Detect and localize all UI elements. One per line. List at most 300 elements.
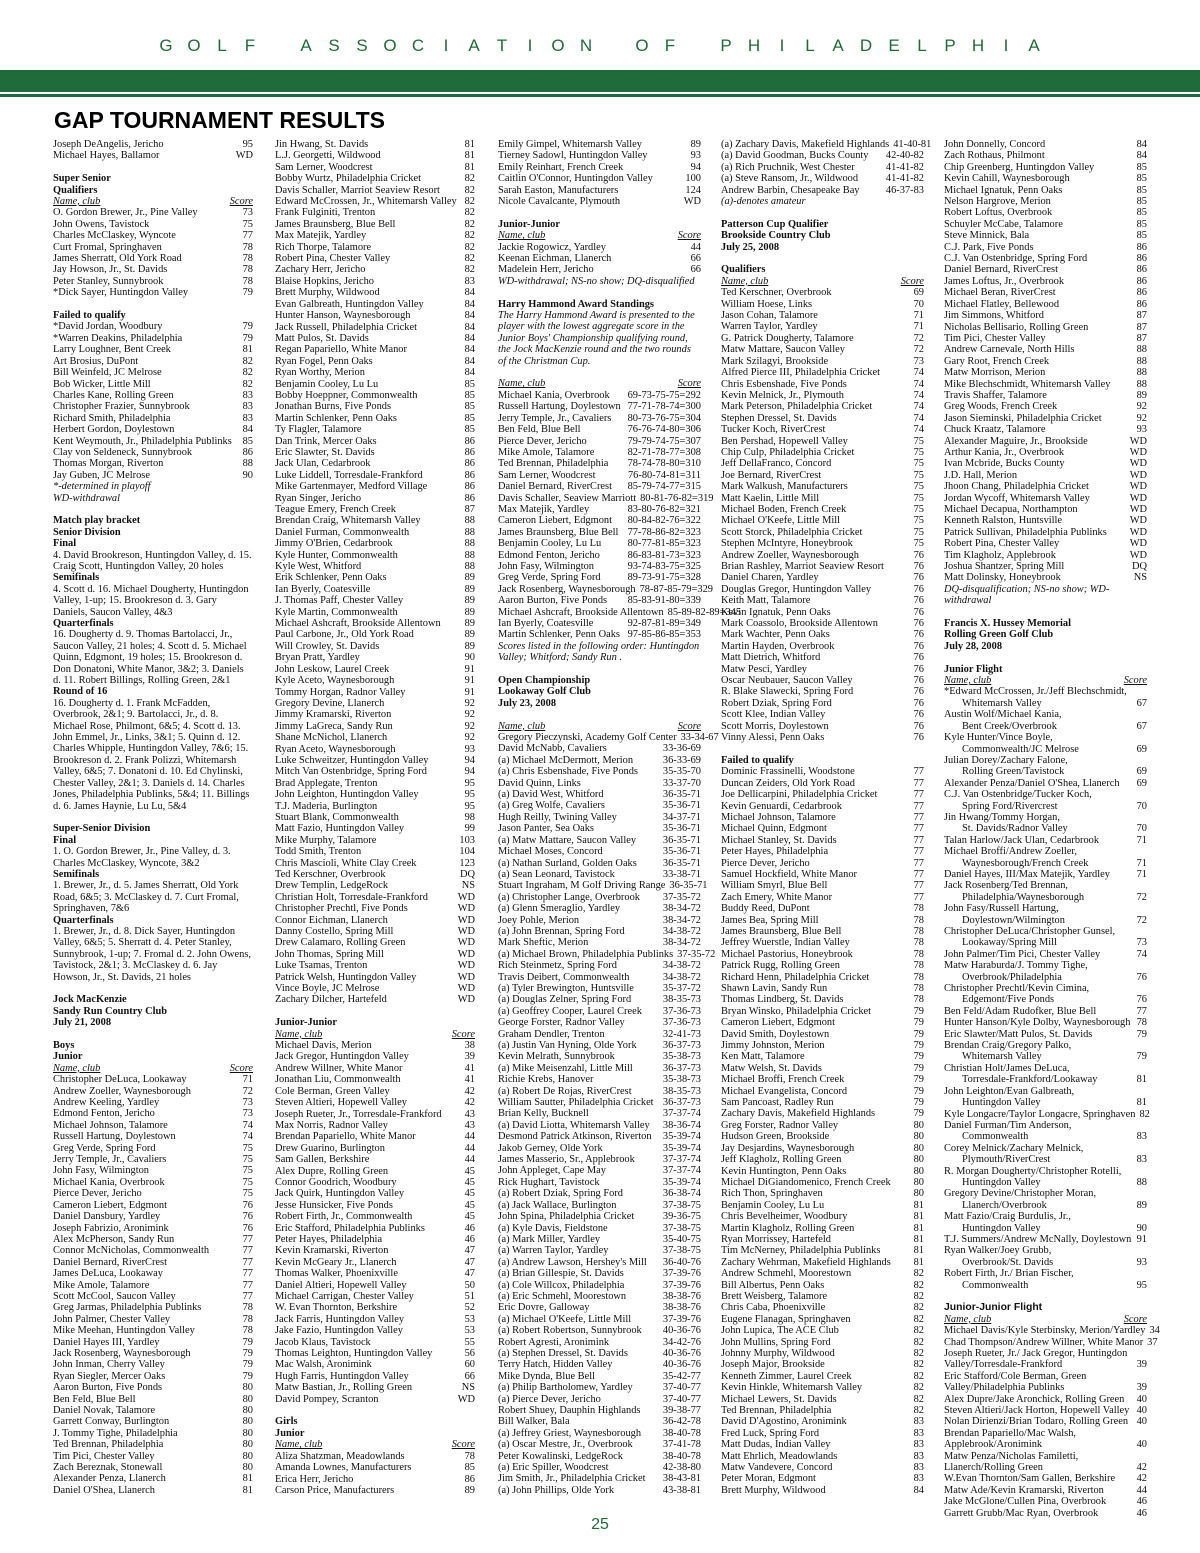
player-name-club: Schuyler McCabe, Talamore bbox=[944, 218, 1063, 230]
result-row bbox=[944, 709, 1147, 720]
score: 71 bbox=[1136, 834, 1147, 846]
player-name-club: Charles McClaskey, Wyncote bbox=[53, 230, 176, 242]
player-name-club: Waynesborough/French Creek bbox=[962, 857, 1089, 869]
result-row bbox=[275, 1314, 475, 1325]
score: 71 bbox=[1136, 857, 1147, 869]
player-name-club: John Palmer/Tim Pici, Chester Valley bbox=[944, 948, 1101, 960]
spacer bbox=[944, 1291, 1147, 1302]
player-name-club: Scott McCool, Saucon Valley bbox=[53, 1290, 176, 1302]
player-name-club: Jason Sieminski, Philadelphia Cricket bbox=[944, 412, 1102, 424]
score: 83 bbox=[913, 1462, 924, 1474]
result-row bbox=[721, 1063, 924, 1074]
player-name-club: Chris Bevelheimer, Woodbury bbox=[721, 1211, 848, 1223]
results-column-3 bbox=[498, 139, 742, 1496]
result-row bbox=[944, 1108, 1150, 1120]
player-name-club: (a) John Brennan, Spring Ford bbox=[498, 925, 625, 937]
player-name-club: John Leighton/Evan Galbreath, bbox=[944, 1085, 1075, 1097]
player-name-club: Robert Shuey, Dauphin Highlands bbox=[498, 1405, 641, 1417]
result-row bbox=[53, 1268, 253, 1279]
player-name-club: Graham Dendler, Trenton bbox=[498, 1028, 605, 1040]
result-row bbox=[498, 926, 701, 937]
player-name-club: Mike Gartenmayer, Medford Village bbox=[275, 481, 428, 493]
player-name-club: Greg Jarmas, Philadelphia Publinks bbox=[53, 1302, 202, 1314]
player-name-club: Charles Kane, Rolling Green bbox=[53, 389, 174, 401]
score: 38-40-78 bbox=[662, 1427, 701, 1439]
result-row bbox=[275, 960, 475, 971]
score: 53 bbox=[464, 1313, 475, 1325]
player-name-club: (a) Sean Leonard, Tavistock bbox=[498, 868, 615, 880]
player-name-club: Nicholas Bellisario, Rolling Green bbox=[944, 321, 1089, 333]
score: 83 bbox=[1136, 1131, 1147, 1143]
score: 81 bbox=[913, 1211, 924, 1223]
player-name-club: David Smith, Doylestown bbox=[721, 1028, 830, 1040]
score: 77 bbox=[913, 880, 924, 892]
result-row bbox=[498, 1017, 701, 1028]
player-name-club: Ryan Worthy, Merion bbox=[275, 367, 365, 379]
result-row bbox=[944, 778, 1147, 789]
player-name-club: Rich Thorpe, Talamore bbox=[275, 241, 372, 253]
result-row bbox=[53, 1257, 253, 1268]
player-name-club: Blaise Hopkins, Jericho bbox=[275, 275, 374, 287]
player-name-club: Ryan Aceto, Waynesborough bbox=[275, 743, 396, 755]
player-name-club: Matw Welsh, St. Davids bbox=[721, 1062, 822, 1074]
match-results-paragraph: 1. O. Gordon Brewer, Jr., Pine Valley, d. 3. Charles McClaskey, Wyncote, 3&2 bbox=[53, 846, 231, 869]
result-row bbox=[53, 1211, 253, 1222]
player-name-club: Ted Brennan, Philadelphia bbox=[498, 458, 609, 470]
result-row bbox=[498, 1473, 701, 1484]
player-name-club: Benjamin Cooley, Lu Lu bbox=[721, 1199, 825, 1211]
result-row bbox=[275, 1359, 475, 1370]
result-row bbox=[498, 550, 701, 561]
section-heading: Failed to qualify bbox=[53, 310, 126, 322]
player-name-club: Tucker Koch, RiverCrest bbox=[721, 424, 826, 436]
result-row bbox=[944, 242, 1147, 253]
result-row bbox=[721, 926, 924, 937]
player-name-club: Valley/Torresdale-Frankford bbox=[944, 1359, 1063, 1371]
score-header: Score bbox=[229, 196, 253, 208]
result-row bbox=[721, 538, 924, 549]
player-name-club: Lookaway/Spring Mill bbox=[962, 937, 1057, 949]
result-row bbox=[498, 1006, 701, 1017]
player-name-club: Jack Rosenberg/Ted Brennan, bbox=[944, 880, 1069, 892]
player-name-club: Eric Stafford/Cole Berman, Green bbox=[944, 1370, 1087, 1382]
section-heading: Harry Hammond Award Standings bbox=[498, 298, 654, 310]
player-name-club: (a) Steve Ransom, Jr., Wildwood bbox=[721, 173, 859, 185]
result-row bbox=[944, 470, 1147, 481]
player-name-club: Nolan Dirienzi/Brian Todaro, Rolling Green bbox=[944, 1416, 1129, 1428]
player-name-club: Scott Storck, Philadelphia Cricket bbox=[721, 526, 863, 538]
result-row bbox=[498, 800, 701, 811]
result-row bbox=[944, 1166, 1147, 1177]
score: 79 bbox=[913, 1017, 924, 1029]
score: 38-34-72 bbox=[662, 903, 701, 915]
score: 76 bbox=[913, 675, 924, 687]
score: 83 bbox=[1136, 1154, 1147, 1166]
score: 33-34-67 bbox=[680, 732, 719, 744]
score: 69 bbox=[1136, 766, 1147, 778]
score: 85 bbox=[1136, 207, 1147, 219]
result-row bbox=[721, 1462, 924, 1473]
result-row bbox=[275, 675, 475, 686]
player-name-club: Kyle Longacre/Taylor Longacre, Springhaven bbox=[944, 1108, 1136, 1120]
score: 85 bbox=[464, 401, 475, 413]
result-row bbox=[721, 960, 924, 971]
score: 77 bbox=[913, 777, 924, 789]
result-row bbox=[275, 994, 475, 1005]
player-name-club: Art Brosius, DuPont bbox=[53, 355, 139, 367]
player-name-club: Connor McNicholas, Commonwealth bbox=[53, 1245, 210, 1257]
result-row bbox=[944, 835, 1147, 846]
result-row bbox=[721, 1200, 924, 1211]
result-row bbox=[498, 572, 701, 583]
player-name-club: Matw Haraburda/J. Tommy Tighe, bbox=[944, 960, 1088, 972]
result-row bbox=[721, 675, 924, 686]
score: 88 bbox=[1136, 378, 1147, 390]
player-name-club: Zachary Herr, Jericho bbox=[275, 264, 366, 276]
result-row bbox=[721, 1268, 924, 1279]
player-name-club: Kevin Hinkle, Whitemarsh Valley bbox=[721, 1382, 863, 1394]
score: 78 bbox=[913, 937, 924, 949]
result-row bbox=[944, 550, 1147, 561]
player-name-club: Matt Kaelin, Little Mill bbox=[721, 492, 820, 504]
player-name-club: (a) Michael McDermott, Merion bbox=[498, 754, 634, 766]
result-row bbox=[721, 139, 932, 150]
column-header-row bbox=[944, 1314, 1147, 1325]
result-row bbox=[275, 1120, 475, 1131]
score bbox=[1143, 926, 1147, 937]
result-row bbox=[721, 1234, 924, 1245]
player-name-club: Commonwealth bbox=[962, 1279, 1029, 1291]
spacer bbox=[498, 709, 701, 720]
score: 86 bbox=[464, 446, 475, 458]
score: 92 bbox=[464, 697, 475, 709]
score: 82-71-78-77=308 bbox=[627, 446, 701, 458]
player-name-club: Todd Smith, Trenton bbox=[275, 846, 362, 858]
player-name-club: Desmond Patrick Atkinson, Riverton bbox=[498, 1131, 652, 1143]
score: WD bbox=[457, 994, 475, 1006]
player-name-club: Jordan Wycoff, Whitemarsh Valley bbox=[944, 492, 1090, 504]
score bbox=[1143, 960, 1147, 971]
score: 85 bbox=[464, 389, 475, 401]
score: 72 bbox=[242, 1085, 253, 1097]
player-name-club: *Dick Sayer, Huntingdon Valley bbox=[53, 287, 189, 299]
score: 84 bbox=[464, 287, 475, 299]
score: 80 bbox=[242, 1382, 253, 1394]
player-name-club: Michael Carrigan, Chester Valley bbox=[275, 1291, 414, 1303]
section-heading: Patterson Cup Qualifier bbox=[721, 218, 829, 230]
player-name-club: Garrett Grubb/Mac Ryan, Overbrook bbox=[944, 1507, 1099, 1519]
result-row bbox=[498, 1314, 701, 1325]
player-name-club: Greg Woods, French Creek bbox=[944, 401, 1058, 413]
section-heading: Semifinals bbox=[53, 572, 100, 584]
column-header-row bbox=[498, 230, 701, 241]
score: 81 bbox=[464, 150, 475, 162]
player-name-club: Pierce Dever, Jericho bbox=[498, 435, 587, 447]
player-name-club: John Palmer, Chester Valley bbox=[53, 1313, 171, 1325]
player-name-club: Drew Guarino, Burlington bbox=[275, 1142, 385, 1154]
player-name-club: Michael Evangelista, Concord bbox=[721, 1085, 848, 1097]
result-row bbox=[275, 173, 475, 184]
column-header-row bbox=[498, 721, 701, 732]
result-row bbox=[498, 185, 701, 196]
player-name-club: Kevin Kramarski, Riverton bbox=[275, 1245, 389, 1257]
score: 34-38-72 bbox=[662, 960, 701, 972]
player-name-club: Martin Schlenker, Penn Oaks bbox=[275, 412, 397, 424]
result-row bbox=[721, 162, 924, 173]
player-name-club: Richard Henn, Philadelphia Cricket bbox=[721, 971, 870, 983]
player-name-club: W.Evan Thornton/Sam Gallen, Berkshire bbox=[944, 1473, 1116, 1485]
score: 79 bbox=[242, 321, 253, 333]
score: 83 bbox=[913, 1439, 924, 1451]
score: 77 bbox=[913, 834, 924, 846]
result-row bbox=[944, 1143, 1147, 1154]
result-row bbox=[498, 139, 701, 150]
score: 84 bbox=[464, 310, 475, 322]
result-row bbox=[944, 458, 1147, 469]
player-name-club: Alex McPherson, Sandy Run bbox=[53, 1233, 175, 1245]
result-row bbox=[275, 1451, 475, 1462]
player-name-club: Ben Pershad, Hopewell Valley bbox=[721, 435, 848, 447]
result-row bbox=[53, 264, 253, 275]
score: 41-41-82 bbox=[885, 161, 924, 173]
name-club-header: Name, club bbox=[498, 230, 546, 242]
result-row bbox=[53, 1291, 253, 1302]
result-row bbox=[944, 1177, 1147, 1188]
player-name-club: James Sherratt, Old York Road bbox=[53, 253, 182, 265]
results-column-4 bbox=[721, 139, 932, 1496]
result-row bbox=[53, 1245, 253, 1256]
result-row bbox=[721, 846, 924, 857]
result-row bbox=[275, 789, 475, 800]
player-name-club: (a) Cole Willcox, Philadelphia bbox=[498, 1279, 625, 1291]
player-name-club: Jack Gregor, Huntingdon Valley bbox=[275, 1051, 409, 1063]
score bbox=[1143, 1166, 1147, 1177]
score: 40 bbox=[1136, 1439, 1147, 1451]
result-row bbox=[275, 481, 475, 492]
name-club-header: Name, club bbox=[53, 1062, 101, 1074]
result-row bbox=[498, 823, 701, 834]
result-row bbox=[275, 652, 475, 663]
result-row bbox=[275, 880, 475, 891]
result-row bbox=[721, 185, 924, 196]
result-row bbox=[275, 1325, 475, 1336]
score: 36-38-74 bbox=[662, 1188, 701, 1200]
score: 82 bbox=[242, 355, 253, 367]
result-row bbox=[275, 276, 475, 287]
player-name-club: Douglas Gregor, Huntingdon Valley bbox=[721, 583, 872, 595]
score: 82 bbox=[913, 1325, 924, 1337]
player-name-club: Daniel Charen, Yardley bbox=[721, 572, 819, 584]
score bbox=[1143, 1211, 1147, 1222]
result-row bbox=[721, 1154, 924, 1165]
spacer bbox=[53, 504, 253, 515]
score: 76 bbox=[913, 640, 924, 652]
score: 75 bbox=[913, 481, 924, 493]
score: 76 bbox=[913, 572, 924, 584]
result-row bbox=[944, 356, 1147, 367]
score: 82 bbox=[464, 184, 475, 196]
result-row bbox=[944, 413, 1147, 424]
player-name-club: Benjamin Cooley, Lu Lu bbox=[498, 538, 602, 550]
result-row bbox=[721, 1382, 924, 1393]
result-row bbox=[498, 1382, 701, 1393]
result-row bbox=[721, 436, 924, 447]
player-name-club: Brett Murphy, Wildwood bbox=[275, 287, 380, 299]
score: 77 bbox=[913, 868, 924, 880]
score: 80 bbox=[913, 1188, 924, 1200]
result-row bbox=[944, 1496, 1147, 1507]
player-name-club: Bryan Pratt, Yardley bbox=[275, 652, 360, 664]
score: 76 bbox=[242, 1199, 253, 1211]
score: 69-73-75-75=292 bbox=[627, 389, 701, 401]
player-name-club: Kenneth Ralston, Huntsville bbox=[944, 515, 1063, 527]
player-name-club: Tommy Horgan, Radnor Valley bbox=[275, 686, 406, 698]
result-row bbox=[498, 481, 701, 492]
player-name-club: Connor Eichman, Llanerch bbox=[275, 914, 388, 926]
result-row bbox=[275, 207, 475, 218]
result-row bbox=[721, 618, 924, 629]
result-row bbox=[498, 846, 701, 857]
score: 35-38-73 bbox=[662, 1051, 701, 1063]
result-row bbox=[721, 869, 924, 880]
result-row bbox=[721, 1257, 924, 1268]
section-heading: Junior bbox=[53, 1051, 83, 1063]
score: 72 bbox=[913, 332, 924, 344]
player-name-club: Chuck Kraatz, Talamore bbox=[944, 424, 1046, 436]
player-name-club: Thomas Morgan, Riverton bbox=[53, 458, 164, 470]
player-name-club: Jay Desjardins, Waynesborough bbox=[721, 1142, 855, 1154]
player-name-club: Greg Forster, Radnor Valley bbox=[721, 1119, 839, 1131]
results-column-1 bbox=[53, 139, 253, 1496]
result-row bbox=[721, 321, 924, 332]
result-row bbox=[944, 287, 1147, 298]
player-name-club: Zach Bereznak, Stonewall bbox=[53, 1462, 163, 1474]
score bbox=[1143, 1120, 1147, 1131]
player-name-club: Brad Applegate, Trenton bbox=[275, 777, 378, 789]
spacer bbox=[498, 664, 701, 675]
result-row bbox=[944, 755, 1147, 766]
result-row bbox=[944, 538, 1147, 549]
name-club-header: Name, club bbox=[275, 1028, 323, 1040]
result-row bbox=[53, 219, 253, 230]
player-name-club: Kyle Aceto, Waynesborough bbox=[275, 675, 395, 687]
score: 34-38-72 bbox=[662, 971, 701, 983]
score: 47 bbox=[464, 1256, 475, 1268]
result-row bbox=[498, 1051, 701, 1062]
score: 89 bbox=[464, 583, 475, 595]
result-row bbox=[275, 424, 475, 435]
score: 85 bbox=[1136, 218, 1147, 230]
result-row bbox=[53, 287, 253, 298]
score: 83 bbox=[242, 401, 253, 413]
score: 42 bbox=[1136, 1473, 1147, 1485]
player-name-club: (a) Matw Mattare, Saucon Valley bbox=[498, 834, 637, 846]
player-name-club: Brian Kelly, Bucknell bbox=[498, 1108, 589, 1120]
player-name-club: (a) Warren Taylor, Yardley bbox=[498, 1245, 609, 1257]
result-row bbox=[944, 1188, 1147, 1199]
player-name-club: Michael Quinn, Edgmont bbox=[721, 823, 827, 835]
result-row bbox=[721, 1177, 924, 1188]
player-name-club: John Leighton, Huntingdon Valley bbox=[275, 789, 419, 801]
result-row bbox=[721, 1280, 924, 1291]
result-row bbox=[53, 1120, 253, 1131]
result-row bbox=[53, 1485, 253, 1496]
player-name-club: (a) Michael Brown, Philadelphia Publinks bbox=[498, 948, 674, 960]
player-name-club: Mitch Van Ostenbridge, Spring Ford bbox=[275, 766, 427, 778]
result-row bbox=[53, 1302, 253, 1313]
result-row bbox=[721, 915, 924, 926]
player-name-club: Brendan Craig, Whitemarsh Valley bbox=[275, 515, 421, 527]
match-results-paragraph: 16. Dougherty d. 1. Frank McFadden, Overbrook, 2&1; 9. Bartolacci, Jr., d. 8. Michael Rose, Philmont, 6&5; 4. Scott d. 13. John Emmel, Jr., Links, 3&1; 5. Quinn d. 12. Charles Whipple, Huntingdon Valley, 7&6; 15. Brookreson d. 2. Frank Polizzi, Whitemarsh Valley, 6&5; 7. Donatoni d. 10. Ed Chylinski, Chester Valley, 2&1; 3. Daniels d. 14. Charles Jones, Philadelphia Publinks, 5&4; 11. Billings d. 6. James Haynie, Lu Lu, 5&4 bbox=[53, 697, 250, 812]
player-name-club: Brian Rashley, Marriot Seaview Resort bbox=[721, 561, 884, 572]
result-row bbox=[944, 344, 1147, 355]
result-row bbox=[275, 527, 475, 538]
result-row bbox=[944, 1394, 1147, 1405]
player-name-club: Michael Hayes, Ballamor bbox=[53, 150, 160, 162]
player-name-club: Mark Sheftic, Merion bbox=[498, 937, 589, 949]
result-row bbox=[721, 801, 924, 812]
score: 91 bbox=[464, 686, 475, 698]
player-name-club: St. Davids/Radnor Valley bbox=[962, 823, 1068, 835]
player-name-club: Dan Trink, Mercer Oaks bbox=[275, 435, 377, 447]
result-row bbox=[53, 333, 253, 344]
result-row bbox=[275, 470, 475, 481]
column-header-row bbox=[498, 378, 701, 389]
player-name-club: Overbrook/Philadelphia bbox=[962, 971, 1062, 983]
score: 73 bbox=[242, 1108, 253, 1120]
player-name-club: Patrick Sullivan, Philadelphia Publinks bbox=[944, 526, 1107, 538]
result-row bbox=[498, 424, 701, 435]
player-name-club: Garrett Conway, Burlington bbox=[53, 1416, 170, 1428]
result-row bbox=[275, 732, 475, 743]
score: 43 bbox=[464, 1119, 475, 1131]
name-club-header: Name, club bbox=[53, 196, 101, 208]
player-name-club: (a) Brian Gillespie, St. Davids bbox=[498, 1268, 624, 1280]
result-row bbox=[498, 629, 701, 640]
score: 38-35-73 bbox=[662, 994, 701, 1006]
score: 80-84-82-76=322 bbox=[627, 515, 701, 527]
result-row bbox=[944, 1234, 1147, 1245]
score: 45 bbox=[464, 1199, 475, 1211]
score: 83 bbox=[242, 389, 253, 401]
score: 46 bbox=[1136, 1507, 1147, 1519]
score: 40 bbox=[1136, 1405, 1147, 1417]
score bbox=[1143, 686, 1147, 697]
player-name-club: John Fasy, Wilmington bbox=[53, 1165, 149, 1177]
result-row bbox=[944, 823, 1147, 834]
result-row bbox=[721, 1314, 924, 1325]
score: 82 bbox=[913, 1393, 924, 1405]
result-row bbox=[721, 1416, 924, 1427]
player-name-club: Valley/Philadelphia Publinks bbox=[944, 1382, 1065, 1394]
score: 41-41-82 bbox=[885, 173, 924, 185]
player-name-club: Christian Holt/James DeLuca, bbox=[944, 1062, 1070, 1074]
player-name-club: Joseph Rueter, Jr./ Jack Gregor, Huntingdon bbox=[944, 1348, 1128, 1360]
player-name-club: Kenneth Zimmer, Laurel Creek bbox=[721, 1370, 852, 1382]
player-name-club: Rick Hughart, Tavistock bbox=[498, 1176, 600, 1188]
result-row bbox=[498, 1359, 701, 1370]
section-heading: Francis X. Hussey Memorial bbox=[944, 618, 1071, 630]
section-heading: Junior bbox=[275, 1427, 305, 1439]
name-club-header: Name, club bbox=[498, 720, 546, 732]
score: 77 bbox=[242, 1245, 253, 1257]
player-name-club: Mark Coassolo, Brookside Allentown bbox=[721, 618, 879, 630]
player-name-club: David Pompey, Scranton bbox=[275, 1393, 379, 1405]
result-row bbox=[275, 1063, 475, 1074]
player-name-club: Daniel Dansbury, Yardley bbox=[53, 1211, 161, 1223]
player-name-club: (a) David Liotta, Whitemarsh Valley bbox=[498, 1119, 650, 1131]
player-name-club: Oscar Neubauer, Saucon Valley bbox=[721, 675, 853, 687]
